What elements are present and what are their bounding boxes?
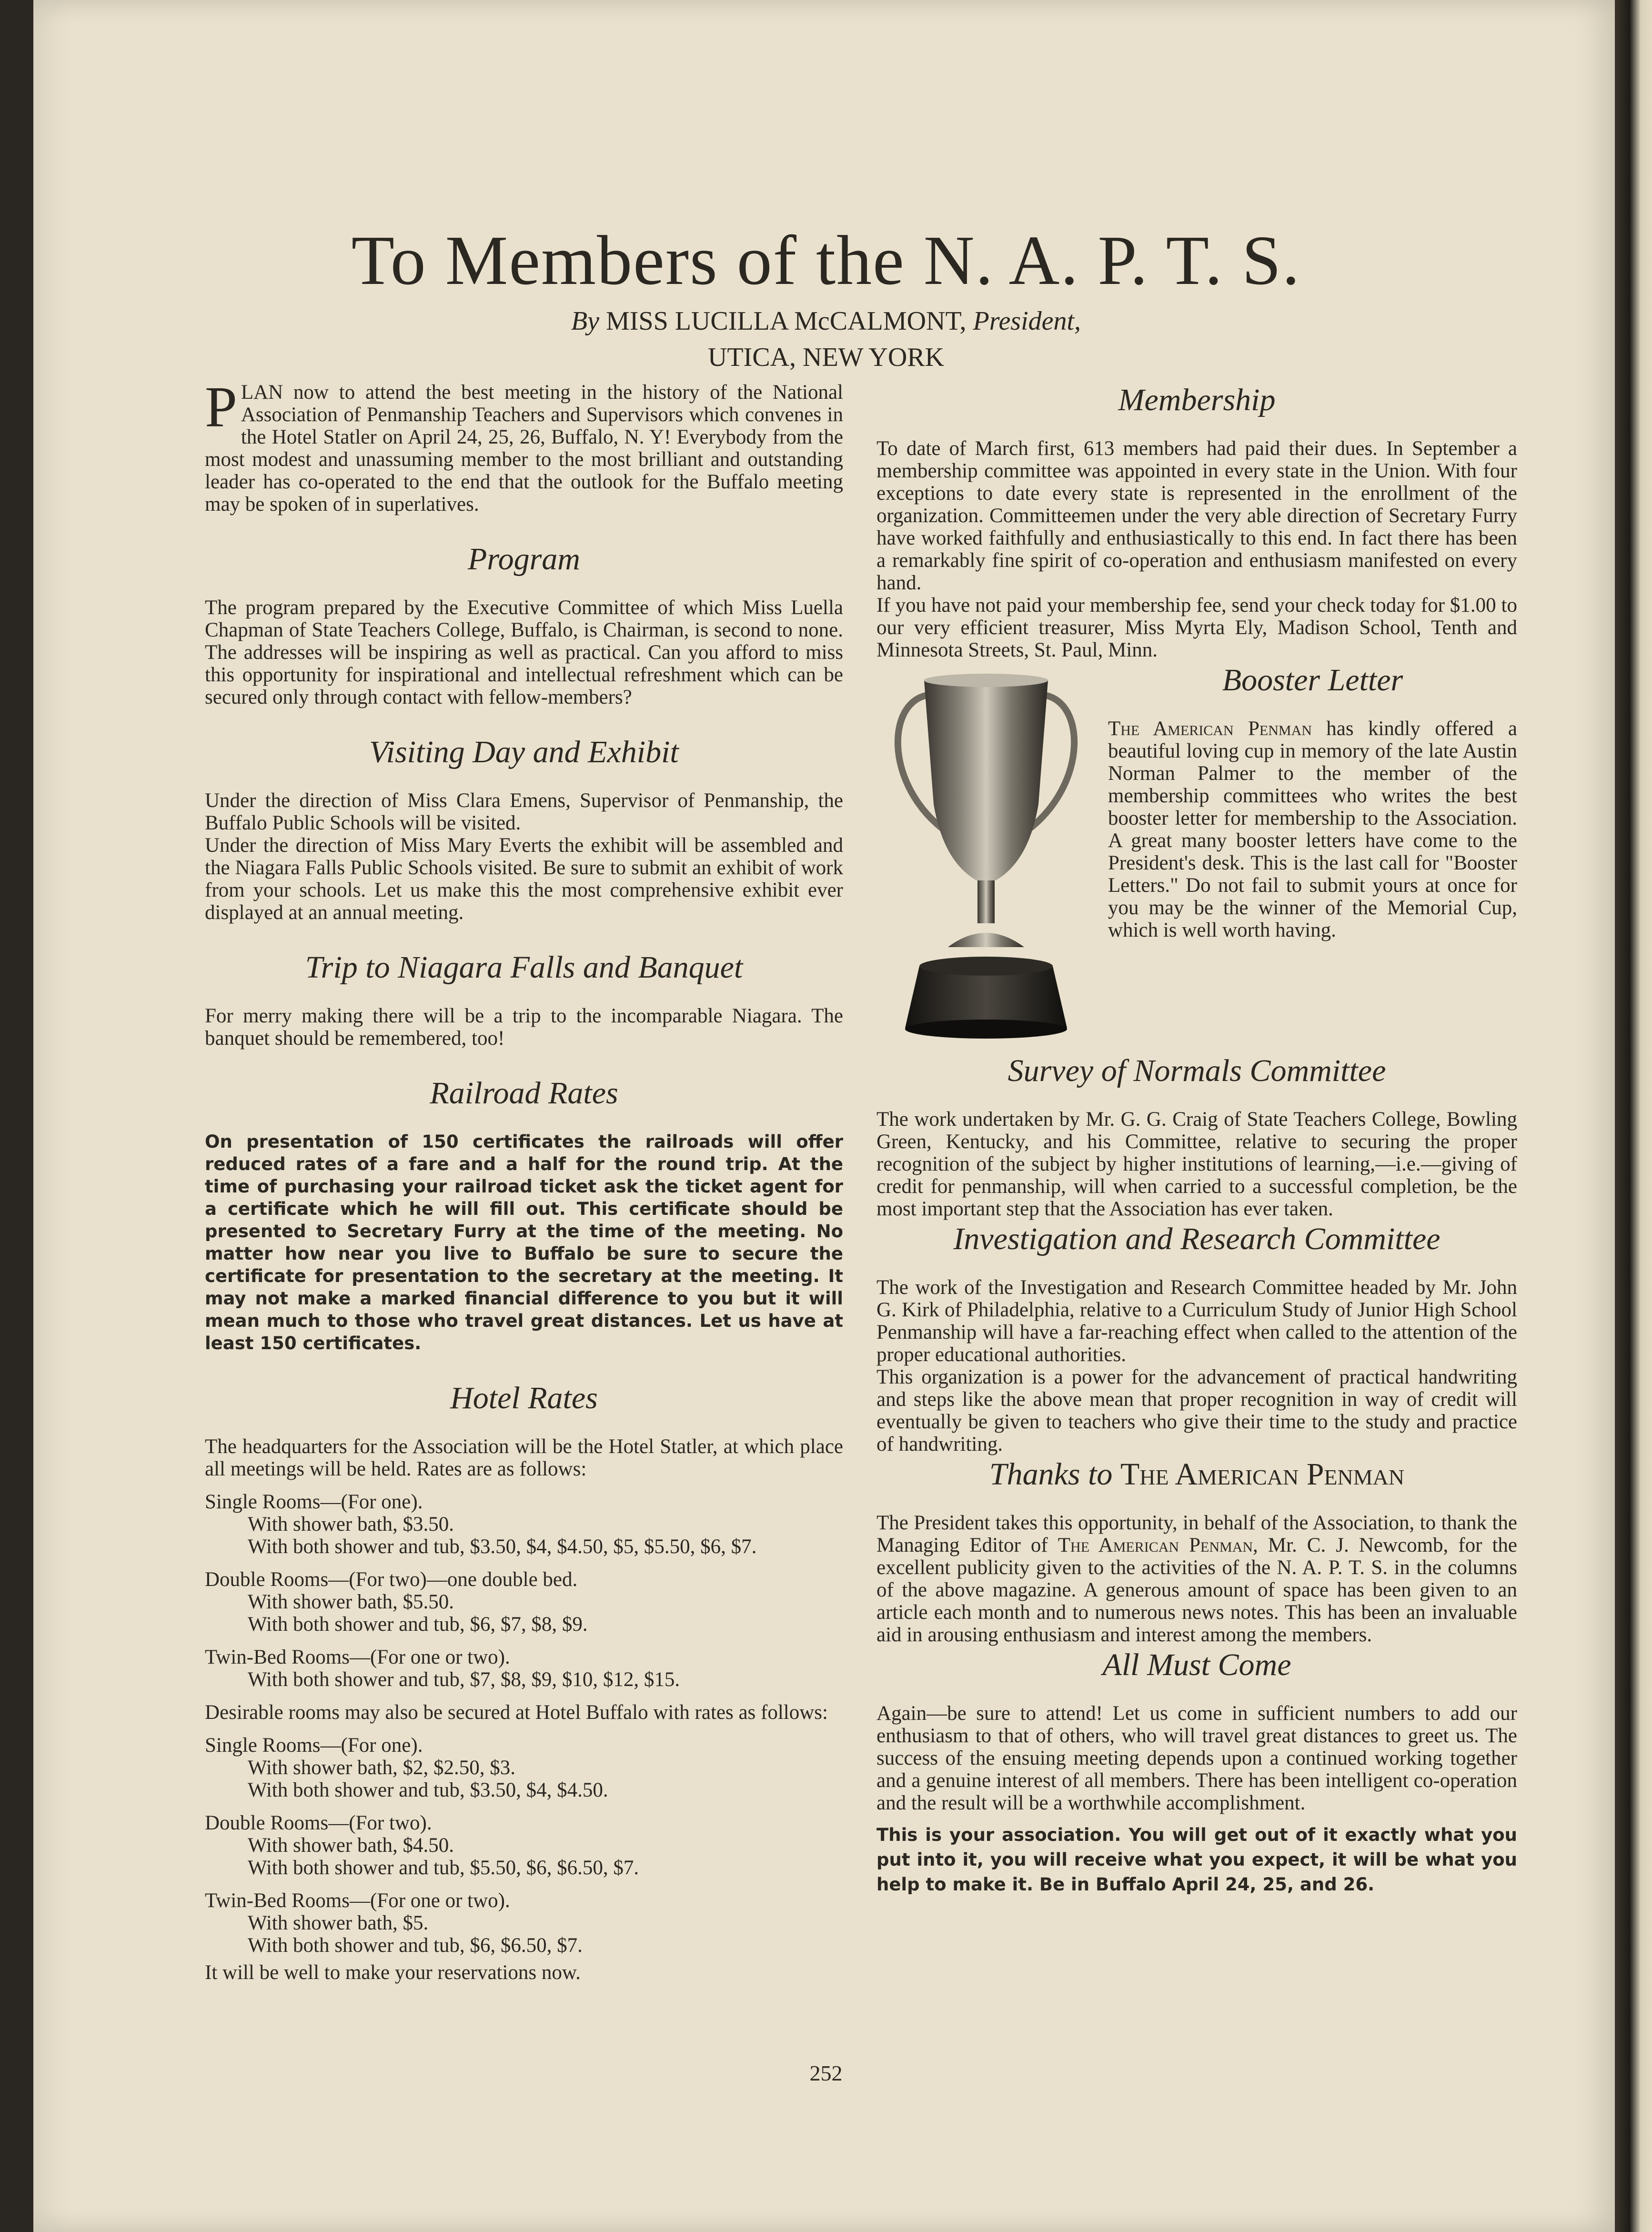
allcome-heading: All Must Come: [1102, 1647, 1291, 1682]
hotel-heading: Hotel Rates: [450, 1381, 598, 1415]
byline: [0, 303, 1652, 375]
rate-group: [205, 1646, 843, 1691]
article-title: To Members of the N. A. P. T. S.: [351, 222, 1301, 300]
rate-group: [205, 1568, 843, 1636]
membership-text-1: To date of March first, 613 members had paid their dues. In September a membership committee was appointed in every state in the Union. With four exceptions to date every state is represented in the enrollment of the organization. Committeemen under the very able direction of Secretary Furry have worked faithfully and enthusiastically to this end. In fact there has been a remarkably fine spirit of co-operation and enthusiasm manifested on every hand.: [876, 437, 1517, 594]
railroad-text: On presentation of 150 certificates the railroads will offer reduced rates of a fare and a half for the round trip. At the time of purchasing your railroad ticket ask the ticket agent for a certificate which he will fill out. This certificate should be presented to Secretary Furry at the time of the meeting. No matter how near you live to Buffalo be sure to secure the certificate for presentation to the secretary at the meeting. It may not make a marked financial difference to you but it will mean much to those who travel great distances. Let us have at least 150 certificates.: [205, 1131, 843, 1353]
rate-group: [205, 1889, 843, 1957]
byline-city: UTICA, NEW YORK: [707, 343, 945, 372]
survey-text: The work undertaken by Mr. G. G. Craig of State Teachers College, Bowling Green, Kentucky, and his Committee, relative to securing the proper recognition of the subject by higher institutions of learning,—i.e.—giving of credit for penmanship, will when carried to a successful completion, be the most important step that the Association has ever taken.: [876, 1108, 1517, 1220]
left-column: [205, 375, 843, 1984]
rate-line: With shower bath, $4.50.: [248, 1834, 454, 1857]
rate-line: With both shower and tub, $6, $7, $8, $9.: [248, 1613, 588, 1636]
rate-group: [205, 1491, 843, 1558]
rate-label: Twin-Bed Rooms—(For one or two).: [205, 1889, 510, 1912]
byline-name: MISS LUCILLA McCALMONT,: [605, 306, 967, 336]
program-text: The program prepared by the Executive Committee of which Miss Luella Chapman of State Teachers College, Buffalo, is Chairman, is second to none. The addresses will be inspiring as well as practical. Can you afford to miss this opportunity for inspirational and intellectual refreshment which can be secured only through contact with fellow-members?: [205, 596, 843, 708]
visiting-text-2: Under the direction of Miss Mary Everts the exhibit will be assembled and the Niagara Falls Public Schools visited. Be sure to submit an exhibit of work from your schools. Let us make this the most comprehensive exhibit ever displayed at an annual meeting.: [205, 834, 843, 924]
byline-role: President,: [973, 306, 1081, 336]
rate-line: With shower bath, $5.50.: [248, 1591, 454, 1613]
rate-line: With both shower and tub, $3.50, $4, $4.50, $5, $5.50, $6, $7.: [248, 1535, 757, 1558]
trip-heading: Trip to Niagara Falls and Banquet: [305, 950, 743, 985]
rate-line: With both shower and tub, $3.50, $4, $4.50.: [248, 1779, 608, 1801]
thanks-heading-magazine: The American Penman: [1120, 1457, 1405, 1492]
thanks-text-end: , Mr. C. J. Newcomb, for the excellent publicity given to the activities of the N. A. P. T. S. in the columns of the above magazine. A generous amount of space has been given to an article each month and to numerous news notes. This has been an invaluable aid in arousing enthusiasm and interest among the members.: [876, 1534, 1518, 1646]
intro-text: LAN now to attend the best meeting in the history of the National Association of Penmanship Teachers and Supervisors which convenes in the Hotel Statler on April 24, 25, 26, Buffalo, N. Y! Everybody from the most modest and unassuming member to the most brilliant and outstanding leader has co-operated to the end that the outlook for the Buffalo meeting may be spoken of in superlatives.: [205, 381, 843, 515]
rate-line: With shower bath, $2, $2.50, $3.: [248, 1757, 515, 1779]
thanks-magazine-name: The American Penman: [1058, 1534, 1253, 1556]
right-column: [876, 381, 1517, 1897]
hotel-intro: The headquarters for the Association will be the Hotel Statler, at which place all meetings will be held. Rates are as follows:: [205, 1435, 843, 1480]
visiting-heading: Visiting Day and Exhibit: [369, 735, 679, 769]
thanks-heading: [876, 1455, 1517, 1494]
thanks-text-start: The President takes this opportunity, in behalf of the Association, to thank the Managing Editor of: [876, 1512, 1517, 1556]
rate-line: With shower bath, $5.: [248, 1912, 429, 1934]
program-heading: Program: [468, 542, 580, 576]
railroad-heading: Railroad Rates: [430, 1076, 618, 1111]
membership-text-2: If you have not paid your membership fee, send your check today for $1.00 to our very efficient treasurer, Miss Myrta Ely, Madison School, Tenth and Minnesota Streets, St. Paul, Minn.: [876, 594, 1517, 661]
booster-heading: Booster Letter: [1222, 663, 1403, 697]
buffalo-rates: [205, 1734, 843, 1957]
loving-cup-photo: [876, 661, 1096, 1047]
rate-label: Single Rooms—(For one).: [205, 1734, 423, 1757]
rate-line: With both shower and tub, $7, $8, $9, $10, $12, $15.: [248, 1668, 680, 1691]
thanks-heading-italic: Thanks to: [989, 1457, 1113, 1492]
rate-line: With shower bath, $3.50.: [248, 1513, 454, 1535]
closing-text: This is your association. You will get out of it exactly what you put into it, you will receive what you expect, it will be what you help to make it. Be in Buffalo April 24, 25, and 26.: [876, 1825, 1517, 1895]
page-number: 252: [809, 2061, 843, 2085]
thanks-text: [876, 1512, 1517, 1646]
statler-rates: [205, 1491, 843, 1691]
membership-heading: Membership: [1118, 383, 1276, 417]
booster-magazine-name: The American Penman: [1108, 717, 1312, 740]
rate-group: [205, 1734, 843, 1801]
rate-label: Single Rooms—(For one).: [205, 1491, 423, 1513]
byline-prefix: By: [571, 306, 599, 336]
survey-heading: Survey of Normals Committee: [1007, 1053, 1386, 1088]
rate-line: With both shower and tub, $6, $6.50, $7.: [248, 1934, 583, 1957]
investigation-heading: Investigation and Research Committee: [953, 1222, 1440, 1256]
drop-cap: P: [205, 375, 237, 439]
investigation-text-2: This organization is a power for the advancement of practical handwriting and steps like the above mean that proper recognition in way of credit will eventually be given to teachers who give their time to the study and practice of handwriting.: [876, 1366, 1517, 1455]
investigation-text-1: The work of the Investigation and Research Committee headed by Mr. John G. Kirk of Philadelphia, relative to a Curriculum Study of Junior High School Penmanship will have a far-reaching effect when called to the attention of the proper educational authorities.: [876, 1276, 1517, 1366]
allcome-text: Again—be sure to attend! Let us come in sufficient numbers to add our enthusiasm to that of others, who will travel great distances to greet us. The success of the ensuing meeting depends upon a continued working together and a genuine interest of all members. There has been intelligent co-operation and the result will be a worthwhile accomplishment.: [876, 1702, 1517, 1814]
rate-label: Double Rooms—(For two)—one double bed.: [205, 1568, 578, 1591]
intro-paragraph: [205, 375, 843, 515]
rate-label: Twin-Bed Rooms—(For one or two).: [205, 1646, 510, 1668]
reservations-note: It will be well to make your reservations now.: [205, 1961, 581, 1984]
trip-text: For merry making there will be a trip to the incomparable Niagara. The banquet should be remembered, too!: [205, 1005, 843, 1050]
rate-line: With both shower and tub, $5.50, $6, $6.50, $7.: [248, 1857, 639, 1879]
rate-group: [205, 1812, 843, 1879]
rate-label: Double Rooms—(For two).: [205, 1812, 432, 1834]
visiting-text-1: Under the direction of Miss Clara Emens, Supervisor of Penmanship, the Buffalo Public Schools will be visited.: [205, 789, 843, 834]
buffalo-intro: Desirable rooms may also be secured at Hotel Buffalo with rates as follows:: [205, 1701, 828, 1724]
booster-body: has kindly offered a beautiful loving cup in memory of the late Austin Norman Palmer to the member of the membership committees who writes the best booster letter for membership to the Association. A great many booster letters have come to the President's desk. This is the last call for "Booster Letters." Do not fail to submit yours at once for you may be the winner of the Memorial Cup, which is well worth having.: [1108, 717, 1517, 941]
